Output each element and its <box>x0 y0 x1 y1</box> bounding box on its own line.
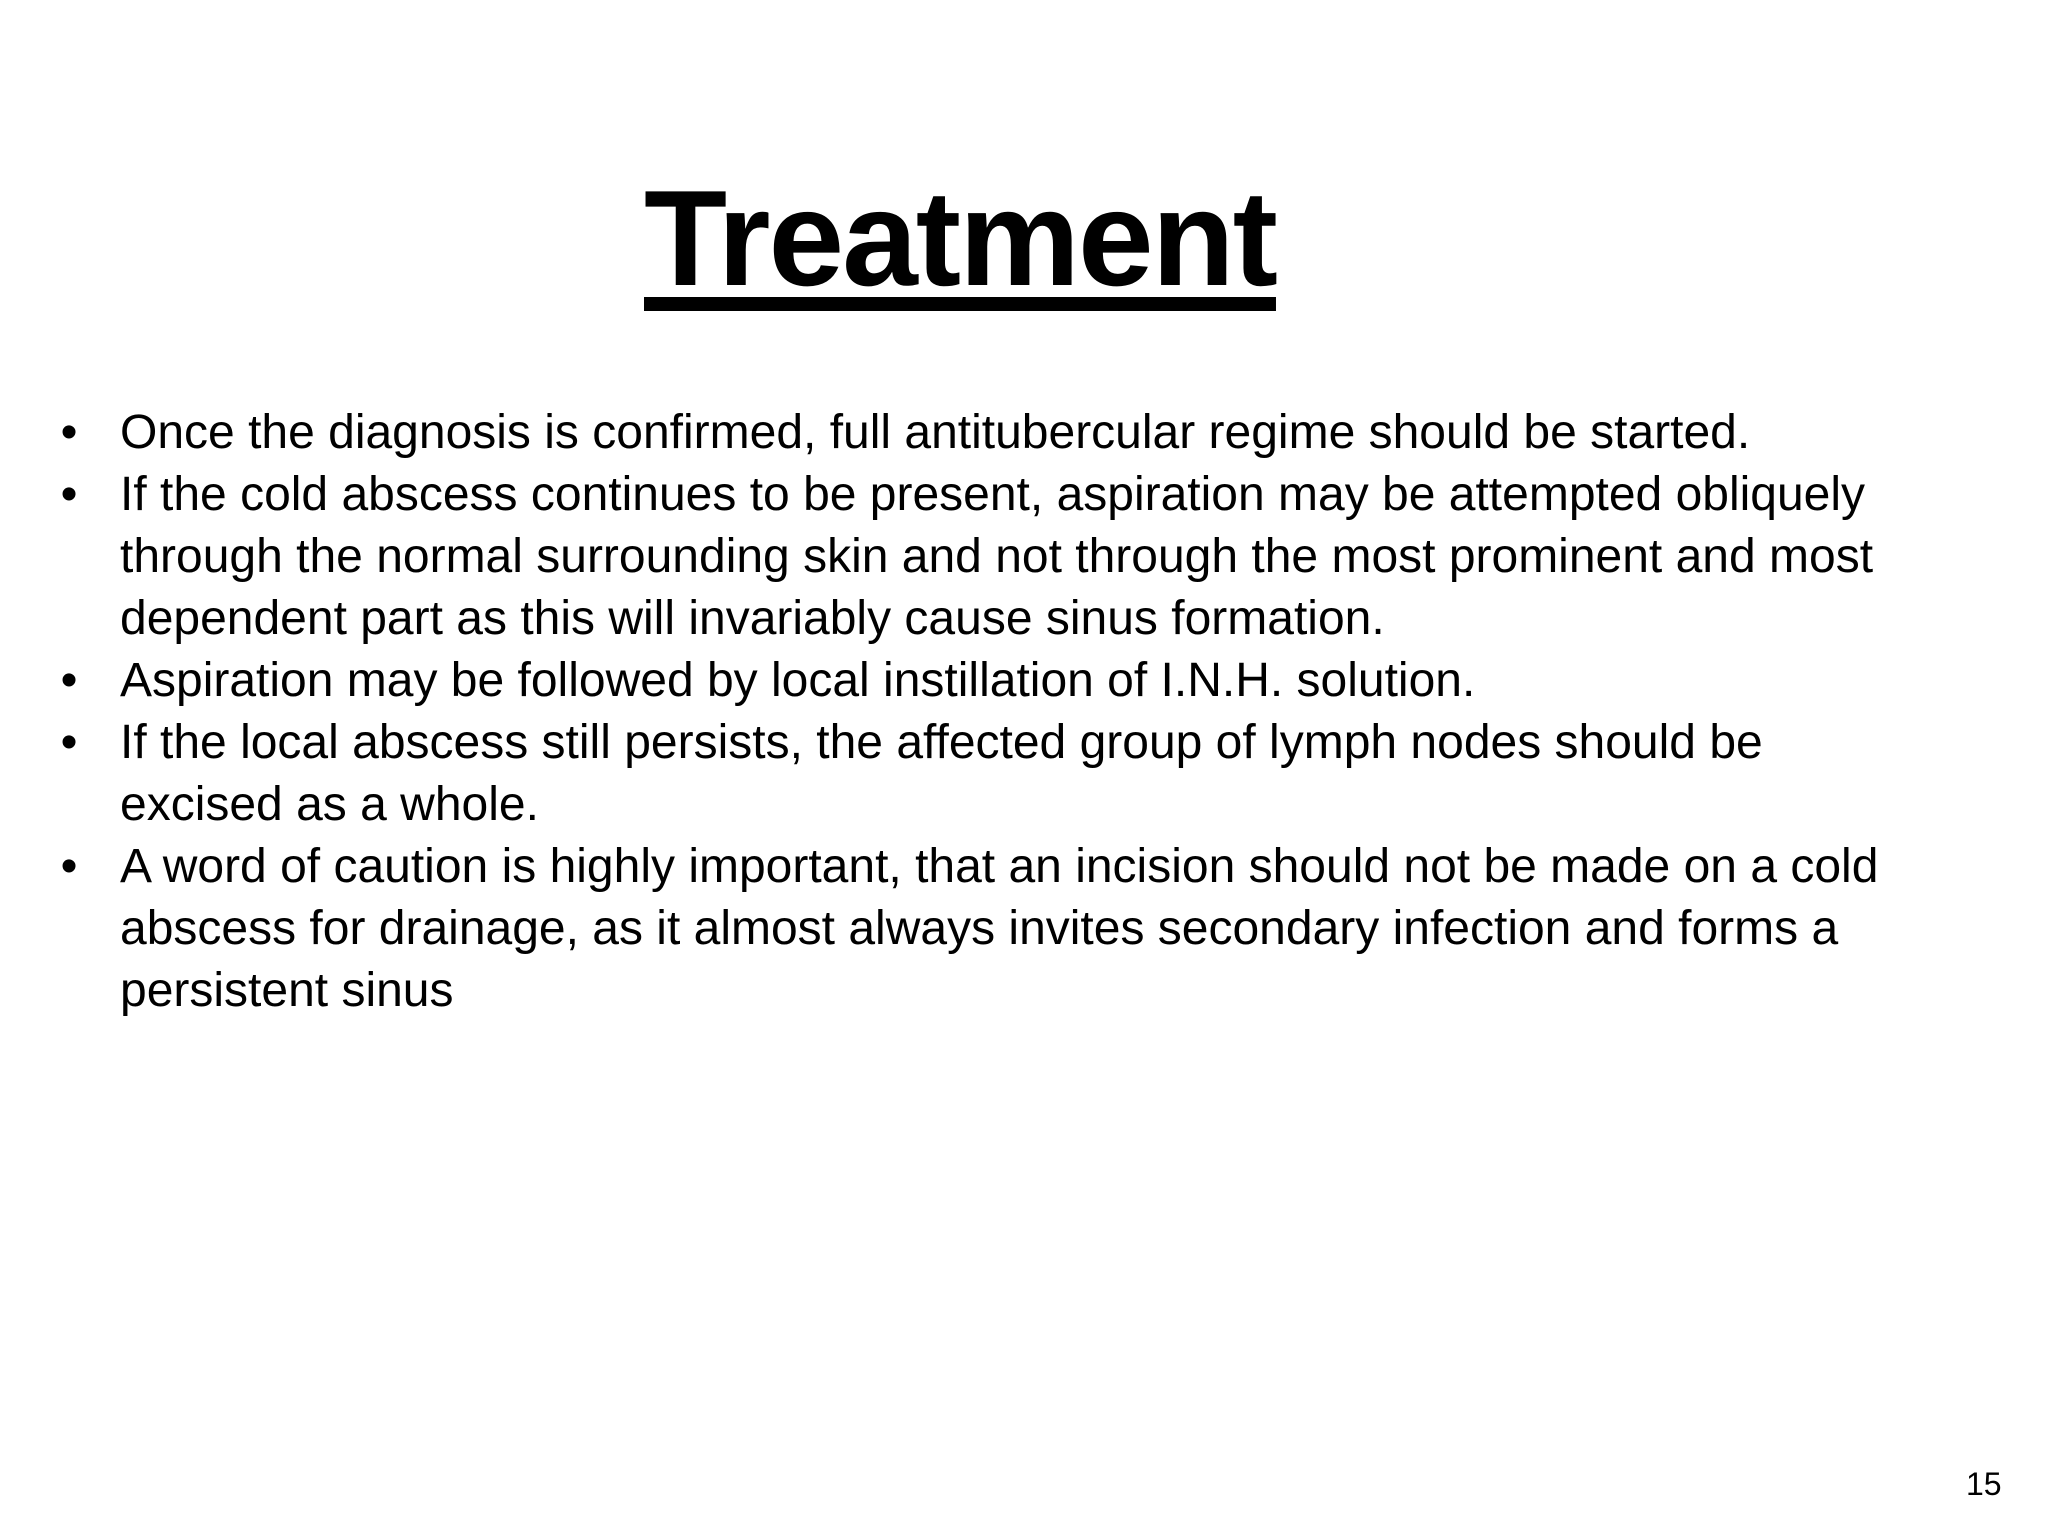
bullet-item <box>54 402 1914 464</box>
bullet-text: A word of caution is highly important, that an incision should not be made on a cold abscess for drainage, as it almost always invites secondary infection and forms a persistent sinus <box>120 840 1879 1017</box>
slide-title: Treatment <box>644 162 1276 314</box>
bullet-point-icon: • <box>60 406 78 459</box>
bullet-text: If the local abscess still persists, the affected group of lymph nodes should be excised as a whole. <box>120 716 1763 831</box>
bullet-text: Once the diagnosis is confirmed, full antitubercular regime should be started. <box>120 406 1751 459</box>
bullet-text: Aspiration may be followed by local instillation of I.N.H. solution. <box>120 654 1476 707</box>
bullet-point-icon: • <box>60 716 78 769</box>
bullet-point-icon: • <box>60 654 78 707</box>
bullet-item <box>54 836 1914 1022</box>
bullet-item <box>54 650 1914 712</box>
bullet-text: If the cold abscess continues to be present, aspiration may be attempted obliquely through the normal surrounding skin and not through the most prominent and most dependent part as this will invariably cause sinus formation. <box>120 468 1874 645</box>
bullet-list <box>54 402 1914 1022</box>
bullet-point-icon: • <box>60 468 78 521</box>
page-number: 15 <box>1966 1466 2002 1502</box>
bullet-point-icon: • <box>60 840 78 893</box>
bullet-item <box>54 712 1914 836</box>
bullet-item <box>54 464 1914 650</box>
